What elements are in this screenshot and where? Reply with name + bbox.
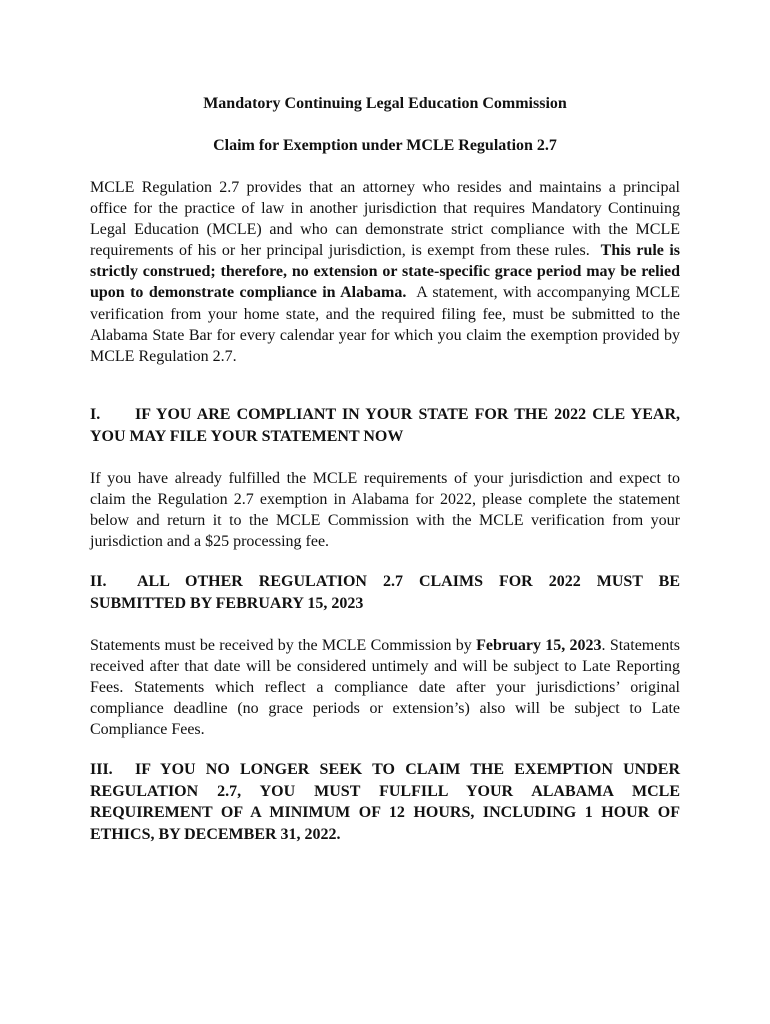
intro-text-2: A statement, with accompanying MCLE verification from your home state, and the required filing fee, must be submitted to the Alabama State Bar for every calendar year for which you claim the exemption provided by MCLE Regulation 2.7. [90,284,681,365]
section-2-heading-text: ALL OTHER REGULATION 2.7 CLAIMS FOR 2022 MUST BE SUBMITTED BY FEBRUARY 15, 2023 [90,573,680,612]
section-2-body [90,635,680,740]
section-3-heading [90,759,680,845]
section-3-heading-text: IF YOU NO LONGER SEEK TO CLAIM THE EXEMPTION UNDER REGULATION 2.7, YOU MUST FULFILL YOUR ALABAMA MCLE REQUIREMENT OF A MINIMUM OF 12 HOURS, INCLUDING 1 HOUR OF ETHICS, BY DECEMBER 31, 2022. [90,761,680,843]
section-2-heading [90,571,680,614]
section-2-number: II. [90,573,107,590]
intro-bold-text: This rule is strictly construed; therefore, no extension or state-specific grace period may be relied upon to demonstrate compliance in Alabama. [90,242,681,302]
section-1-body: If you have already fulfilled the MCLE requirements of your jurisdiction and expect to claim the Regulation 2.7 exemption in Alabama for 2022, please complete the statement below and return it to the MCLE Commission with the MCLE verification from your jurisdiction and a $25 processing fee. [90,470,680,551]
intro-text-1: MCLE Regulation 2.7 provides that an attorney who resides and maintains a principal office for the practice of law in another jurisdiction that requires Mandatory Continuing Legal Education (MCLE) and who can demonstrate strict compliance with the MCLE requirements of his or her principal jurisdiction, is exempt from these rules. [90,179,680,260]
intro-paragraph [90,177,680,367]
document-title: Mandatory Continuing Legal Education Commission [203,95,567,112]
section-1-heading [90,404,680,447]
section-2-body-text-2: . Statements received after that date will be considered untimely and will be subject to Late Reporting Fees. Statements which reflect a compliance date after your jurisdictions’ original compliance deadline (no grace periods or extension’s) also will be subject to Late Compliance Fees. [90,637,681,739]
section-2-deadline: February 15, 2023 [476,637,602,654]
section-3-number: III. [90,761,113,778]
section-1-heading-text: IF YOU ARE COMPLIANT IN YOUR STATE FOR THE 2022 CLE YEAR, YOU MAY FILE YOUR STATEMENT NOW [90,406,680,445]
section-2-body-text-1: Statements must be received by the MCLE Commission by [90,637,472,654]
section-1-number: I. [90,406,101,423]
document-subtitle: Claim for Exemption under MCLE Regulation 2.7 [213,137,557,154]
